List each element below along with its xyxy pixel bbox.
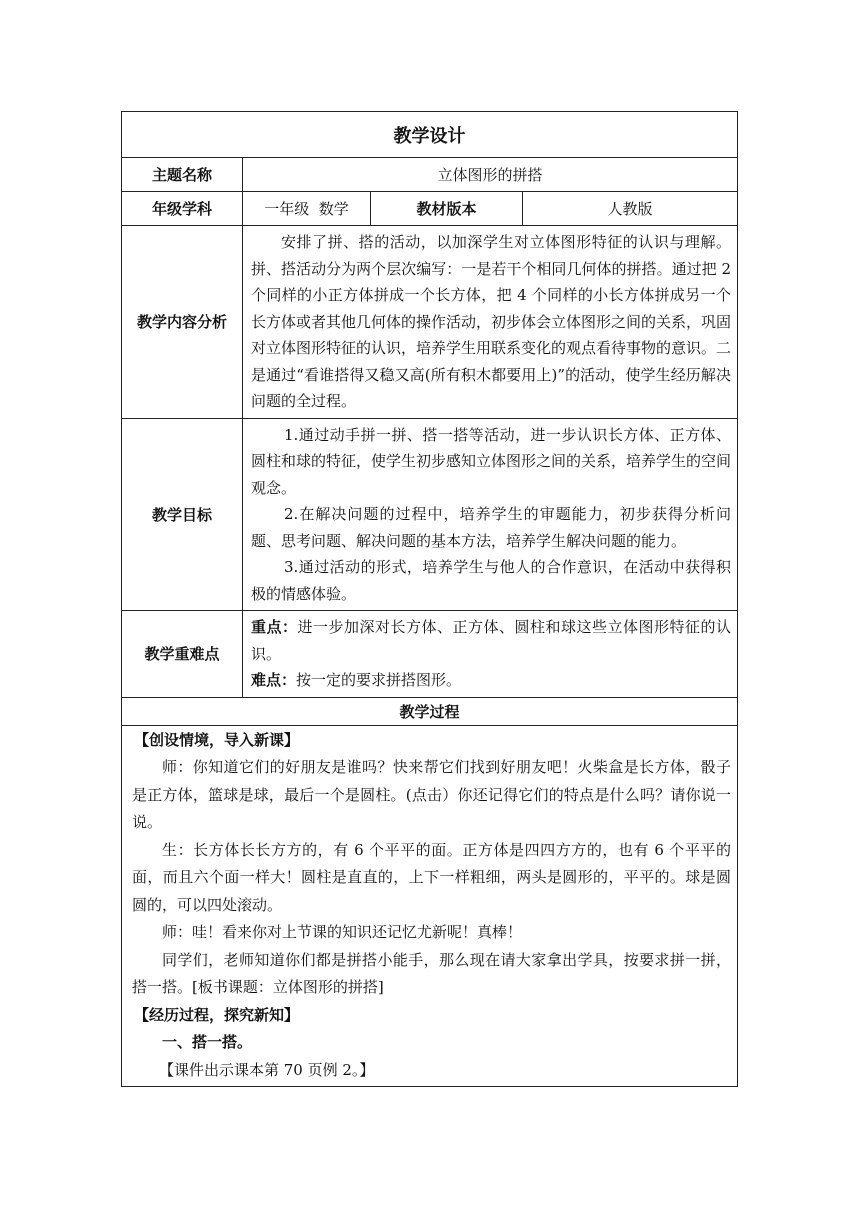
document-title: 教学设计 xyxy=(122,112,738,158)
key-points-label: 教学重难点 xyxy=(122,611,243,698)
grade-label: 年级学科 xyxy=(122,192,243,226)
process-row xyxy=(122,725,738,1087)
edition-label: 教材版本 xyxy=(371,192,523,226)
sub-heading: 一、搭一搭。 xyxy=(162,1033,253,1051)
process-paragraph: 同学们，老师知道你们都是拼搭小能手，那么现在请大家拿出学具，按要求拼一拼，搭一搭。[板书课题：立体图形的拼搭] xyxy=(132,950,731,996)
grade-row xyxy=(122,192,738,226)
focus-label: 重点： xyxy=(251,618,298,636)
section-heading: 【创设情境，导入新课】 xyxy=(134,730,300,749)
process-paragraph: 师：哇！看来你对上节课的知识还记忆尤新呢！真棒！ xyxy=(162,923,523,941)
key-points-cell xyxy=(243,611,738,698)
content-analysis-label: 教学内容分析 xyxy=(122,226,243,419)
process-paragraph: 师：你知道它们的好朋友是谁吗？快来帮它们找到好朋友吧！火柴盒是长方体，骰子是正方体，篮球是球，最后一个是圆柱。(点击）你还记得它们的特点是什么吗？请你说一说。 xyxy=(132,758,731,831)
difficulty-text: 按一定的要求拼搭图形。 xyxy=(296,671,462,689)
lesson-plan-table xyxy=(121,111,738,1087)
section-heading: 【经历过程，探究新知】 xyxy=(134,1005,300,1024)
process-paragraph: 【课件出示课本第 70 页例 2。】 xyxy=(159,1060,375,1079)
objectives-row xyxy=(122,418,738,611)
difficulty-point xyxy=(243,667,737,694)
content-analysis-row xyxy=(122,226,738,419)
focus-text: 进一步加深对长方体、正方体、圆柱和球这些立体图形特征的认识。 xyxy=(251,618,731,663)
process-header-row xyxy=(122,697,738,725)
objectives-cell xyxy=(243,418,738,611)
difficulty-label: 难点： xyxy=(251,671,297,689)
topic-row xyxy=(122,158,738,192)
content-analysis-cell xyxy=(243,226,738,419)
content-analysis-text: 安排了拼、搭的活动，以加深学生对立体图形特征的认识与理解。拼、搭活动分为两个层次编写：一是若干个相同几何体的拼搭。通过把 2 个同样的小正方体拼成一个长方体，把 4 个同样的小长方体拼成另一个长方体或者其他几何体的操作活动，初步体会立体图形之间的关系，巩固对立体图形特征的认识，培养学生用联系变化的观点看待事物的意识。二是通过“看谁搭得又稳又高(所有积木都要用上)”的活动，使学生经历解决问题的全过程。 xyxy=(251,233,732,410)
objectives-label: 教学目标 xyxy=(122,418,243,611)
topic-label: 主题名称 xyxy=(122,158,243,192)
process-header: 教学过程 xyxy=(122,697,738,725)
objective-item: 1.通过动手拼一拼、搭一搭等活动，进一步认识长方体、正方体、圆柱和球的特征，使学生初步感知立体图形之间的关系，培养学生的空间观念。 xyxy=(251,425,732,497)
grade-value: 一年级 数学 xyxy=(243,192,371,226)
focus-point xyxy=(243,614,737,667)
objective-item: 3.通过活动的形式，培养学生与他人的合作意识，在活动中获得积极的情感体验。 xyxy=(251,558,731,603)
objective-item: 2.在解决问题的过程中，培养学生的审题能力，初步获得分析问题、思考问题、解决问题的基本方法，培养学生解决问题的能力。 xyxy=(251,505,731,550)
process-cell xyxy=(122,725,738,1087)
key-points-row xyxy=(122,611,738,698)
topic-value: 立体图形的拼搭 xyxy=(243,158,738,192)
edition-value: 人教版 xyxy=(523,192,738,226)
process-paragraph: 生：长方体长长方方的，有 6 个平平的面。正方体是四四方方的，也有 6 个平平的面，而且六个面一样大！圆柱是直直的，上下一样粗细，两头是圆形的，平平的。球是圆圆的，可以四处滚动。 xyxy=(132,840,731,914)
title-row xyxy=(122,112,738,158)
